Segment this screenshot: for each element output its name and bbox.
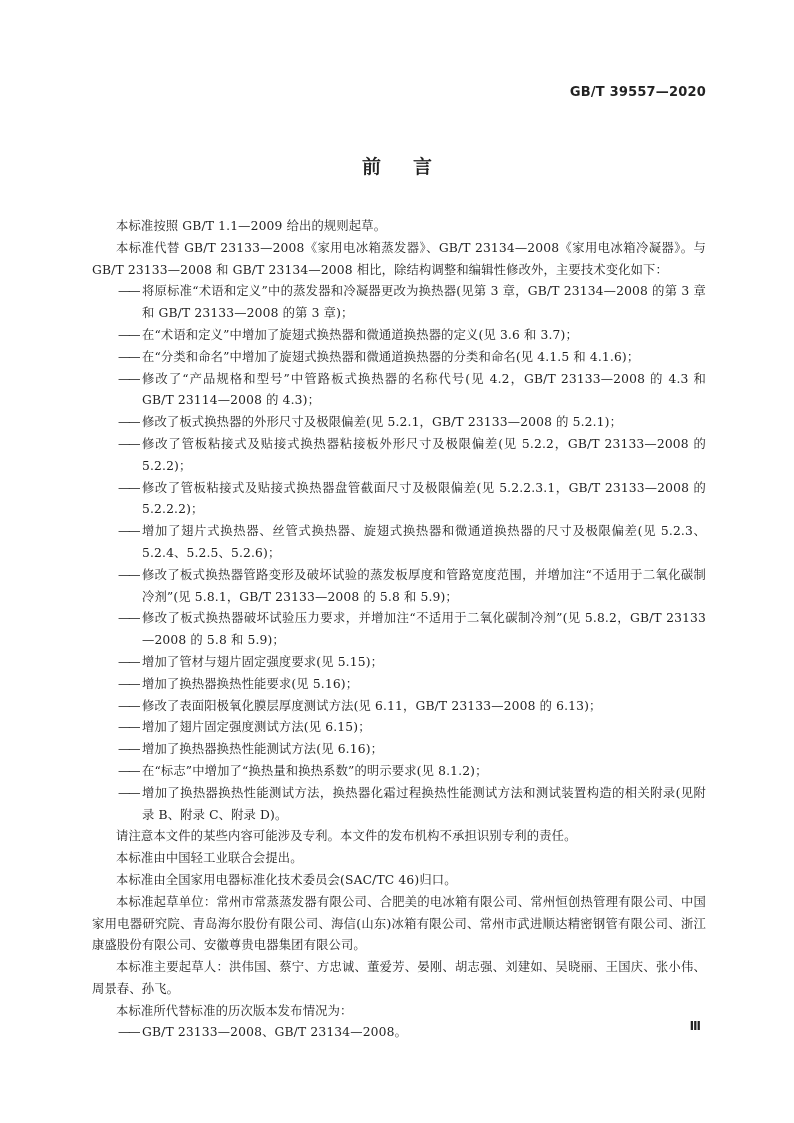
history-intro-paragraph: 本标准所代替标准的历次版本发布情况为： — [116, 1003, 353, 1018]
list-item — [92, 325, 706, 347]
list-item-text: 修改了管板粘接式及贴接式换热器粘接板外形尺寸及极限偏差(见 5.2.2，GB/T 23133—2008 的 5.2.2)； — [142, 436, 706, 473]
list-item — [92, 608, 706, 652]
dash-marker: —— — [118, 480, 139, 495]
list-item-text: 修改了板式换热器的外形尺寸及极限偏差(见 5.2.1，GB/T 23133—2008 的 5.2.1)； — [142, 415, 623, 430]
list-item — [92, 521, 706, 565]
dash-marker: —— — [118, 654, 139, 669]
dash-marker: —— — [118, 763, 139, 778]
list-item — [92, 1022, 706, 1044]
list-item — [92, 281, 706, 325]
dash-marker: —— — [118, 284, 139, 299]
list-item — [92, 739, 706, 761]
patent-notice: 请注意本文件的某些内容可能涉及专利。本文件的发布机构不承担识别专利的责任。 — [116, 829, 577, 844]
list-item-text: 增加了换热器换热性能测试方法，换热器化霜过程换热性能测试方法和测试装置构造的相关附录(见附录 B、附录 C、附录 D)。 — [142, 785, 706, 822]
list-item-text: 增加了翅片固定强度测试方法(见 6.15)； — [142, 720, 371, 735]
list-item-text: 增加了管材与翅片固定强度要求(见 5.15)； — [142, 654, 384, 669]
list-item-text: 修改了板式换热器破坏试验压力要求，并增加注“不适用于二氧化碳制冷剂”(见 5.8.2，GB/T 23133—2008 的 5.8 和 5.9)； — [142, 611, 706, 648]
list-item-text: 修改了表面阳极氧化膜层厚度测试方法(见 6.11，GB/T 23133—2008 的 6.13)； — [142, 698, 602, 713]
dash-marker: —— — [118, 720, 139, 735]
foreword-body — [92, 216, 706, 1044]
list-item-text: 修改了管板粘接式及贴接式换热器盘管截面尺寸及极限偏差(见 5.2.2.3.1，GB/T 23133—2008 的 5.2.2.2)； — [142, 480, 706, 517]
drafting-units-paragraph: 本标准起草单位：常州市常蒸蒸发器有限公司、合肥美的电冰箱有限公司、常州恒创热管理有限公司、中国家用电器研究院、青岛海尔股份有限公司、海信(山东)冰箱有限公司、常州市武进顺达精密钢管有限公司、浙江康盛股份有限公司、安徽尊贵电器集团有限公司。 — [92, 894, 706, 953]
list-item-text: 增加了换热器换热性能测试方法(见 6.16)； — [142, 742, 384, 757]
list-item — [92, 696, 706, 718]
changes-list — [92, 281, 706, 826]
list-item — [92, 412, 706, 434]
list-item — [92, 674, 706, 696]
page-number: Ⅲ — [689, 1019, 701, 1033]
dash-marker: —— — [118, 415, 139, 430]
dash-marker: —— — [118, 327, 139, 342]
proposer-paragraph: 本标准由中国轻工业联合会提出。 — [116, 851, 303, 866]
list-item-text: 增加了换热器换热性能要求(见 5.16)； — [142, 676, 359, 691]
dash-marker: —— — [118, 611, 139, 626]
list-item-text: 增加了翅片式换热器、丝管式换热器、旋翅式换热器和微通道换热器的尺寸及极限偏差(见 5.2.3、5.2.4、5.2.5、5.2.6)； — [142, 524, 706, 560]
list-item-text: 修改了板式换热器管路变形及破坏试验的蒸发板厚度和管路宽度范围，并增加注“不适用于二氧化碳制冷剂”(见 5.8.1，GB/T 23133—2008 的 5.8 和 5.9)； — [142, 567, 706, 604]
intro-paragraph: 本标准代替 GB/T 23133—2008《家用电冰箱蒸发器》、GB/T 23134—2008《家用电冰箱冷凝器》。与 GB/T 23133—2008 和 GB/T 23134—2008 相比，除结构调整和编辑性修改外，主要技术变化如下： — [92, 240, 706, 277]
list-item — [92, 652, 706, 674]
list-item — [92, 478, 706, 522]
list-item — [92, 565, 706, 609]
list-item — [92, 717, 706, 739]
administrator-paragraph: 本标准由全国家用电器标准化技术委员会(SAC/TC 46)归口。 — [116, 872, 457, 887]
dash-marker: —— — [118, 436, 139, 451]
drafters-paragraph: 本标准主要起草人：洪伟国、蔡宁、方忠诚、董爱芳、晏刚、胡志强、刘建如、吴晓丽、王国庆、张小伟、周景春、孙飞。 — [92, 960, 706, 996]
list-item-text: 在“标志”中增加了“换热量和换热系数”的明示要求(见 8.1.2)； — [142, 763, 488, 778]
list-item-text: 修改了“产品规格和型号”中管路板式换热器的名称代号(见 4.2，GB/T 23133—2008 的 4.3 和 GB/T 23114—2008 的 4.3)； — [142, 371, 706, 408]
dash-marker: —— — [118, 785, 139, 800]
list-item-text: GB/T 23133—2008、GB/T 23134—2008。 — [142, 1025, 408, 1040]
list-item — [92, 369, 706, 413]
standard-number: GB/T 39557—2020 — [569, 85, 706, 100]
dash-marker: —— — [118, 698, 139, 713]
list-item-text: 将原标准“术语和定义”中的蒸发器和冷凝器更改为换热器(见第 3 章，GB/T 23134—2008 的第 3 章和 GB/T 23133—2008 的第 3 章)； — [142, 284, 706, 321]
page-title: 前言 — [361, 156, 464, 178]
list-item — [92, 347, 706, 369]
list-item — [92, 434, 706, 478]
dash-marker: —— — [118, 742, 139, 757]
dash-marker: —— — [118, 567, 139, 582]
dash-marker: —— — [118, 1025, 139, 1040]
list-item — [92, 761, 706, 783]
dash-marker: —— — [118, 349, 139, 364]
intro-paragraph: 本标准按照 GB/T 1.1—2009 给出的规则起草。 — [116, 219, 387, 233]
dash-marker: —— — [118, 676, 139, 691]
list-item-text: 在“术语和定义”中增加了旋翅式换热器和微通道换热器的定义(见 3.6 和 3.7)； — [142, 327, 578, 342]
list-item — [92, 783, 706, 827]
dash-marker: —— — [118, 371, 139, 386]
list-item-text: 在“分类和命名”中增加了旋翅式换热器和微通道换热器的分类和命名(见 4.1.5 和 4.1.6)； — [142, 349, 640, 364]
dash-marker: —— — [118, 524, 139, 539]
